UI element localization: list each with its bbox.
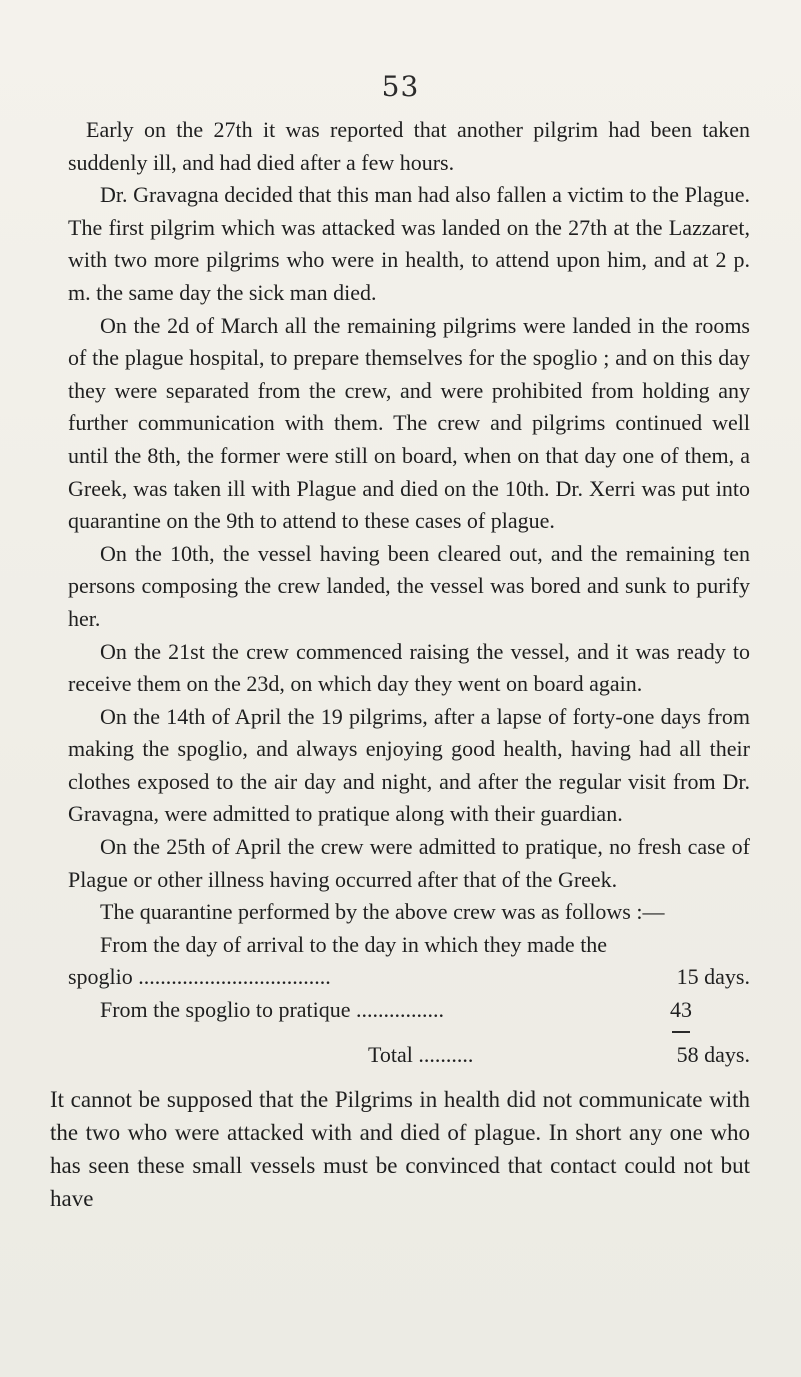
summary-value-total: 58 days. bbox=[676, 1041, 750, 1067]
paragraph-2: Dr. Gravagna decided that this man had also fallen a victim to the Plague. The first pilgrim which was attacked was landed on the 27th at the Lazzaret, with two more pilgrims who were in health, to attend upon him, and at 2 p. m. the same day the sick man died. bbox=[68, 182, 750, 305]
paragraph-5: On the 21st the crew commenced raising the vessel, and it was ready to receive them on the 23d, on which day they went on board again. bbox=[68, 638, 750, 697]
paragraph-7: On the 25th of April the crew were admitted to pratique, no fresh case of Plague or other illness having occurred after that of the Greek. bbox=[68, 834, 750, 892]
summary-label-pratique: From the spoglio to pratique ................ bbox=[100, 997, 445, 1023]
summary-value-pratique: 43 bbox=[670, 997, 692, 1023]
page-number: 53 bbox=[381, 70, 420, 103]
paragraph-8: The quarantine performed by the above crew was as follows :— bbox=[100, 899, 665, 925]
page-body bbox=[50, 114, 750, 1215]
summary-label-arrival: From the day of arrival to the day in which they made the bbox=[100, 931, 608, 957]
paragraph-6: On the 14th of April the 19 pilgrims, after a lapse of forty-one days from making the spoglio, and always enjoying good health, having had all their clothes exposed to the air day and night, and after the regular visit from Dr. Gravagna, were admitted to pratique along with their guardian. bbox=[68, 703, 750, 827]
quarantine-summary bbox=[50, 929, 750, 1071]
paragraph-1: Early on the 27th it was reported that another pilgrim had been taken suddenly ill, and had died after a few hours. bbox=[68, 117, 750, 175]
summary-row-arrival bbox=[68, 929, 750, 962]
closing-paragraph: It cannot be supposed that the Pilgrims in health did not communicate with the two who were attacked with and died of plague. In short any one who has seen these small vessels must be convinced that contact could not but have bbox=[50, 1087, 750, 1212]
summary-row-total bbox=[68, 1039, 750, 1072]
summary-value-spoglio: 15 days. bbox=[676, 964, 750, 990]
summary-label-total: Total .......... bbox=[368, 1041, 474, 1067]
summary-label-spoglio: spoglio ................................... bbox=[68, 964, 331, 990]
summary-rule bbox=[672, 1031, 690, 1033]
paragraph-3: On the 2d of March all the remaining pilgrims were landed in the rooms of the plague hospital, to prepare themselves for the spoglio ; and on this day they were separated from the crew, and were prohibited from holding any further communication with them. The crew and pilgrims continued well until the 8th, the former were still on board, when on that day one of them, a Greek, was taken ill with Plague and died on the 10th. Dr. Xerri was put into quarantine on the 9th to attend to these cases of plague. bbox=[68, 312, 750, 534]
paragraph-4: On the 10th, the vessel having been cleared out, and the remaining ten persons composing the crew landed, the vessel was bored and sunk to purify her. bbox=[68, 540, 750, 631]
summary-row-pratique bbox=[68, 994, 750, 1027]
summary-row-arrival-cont bbox=[68, 961, 750, 994]
